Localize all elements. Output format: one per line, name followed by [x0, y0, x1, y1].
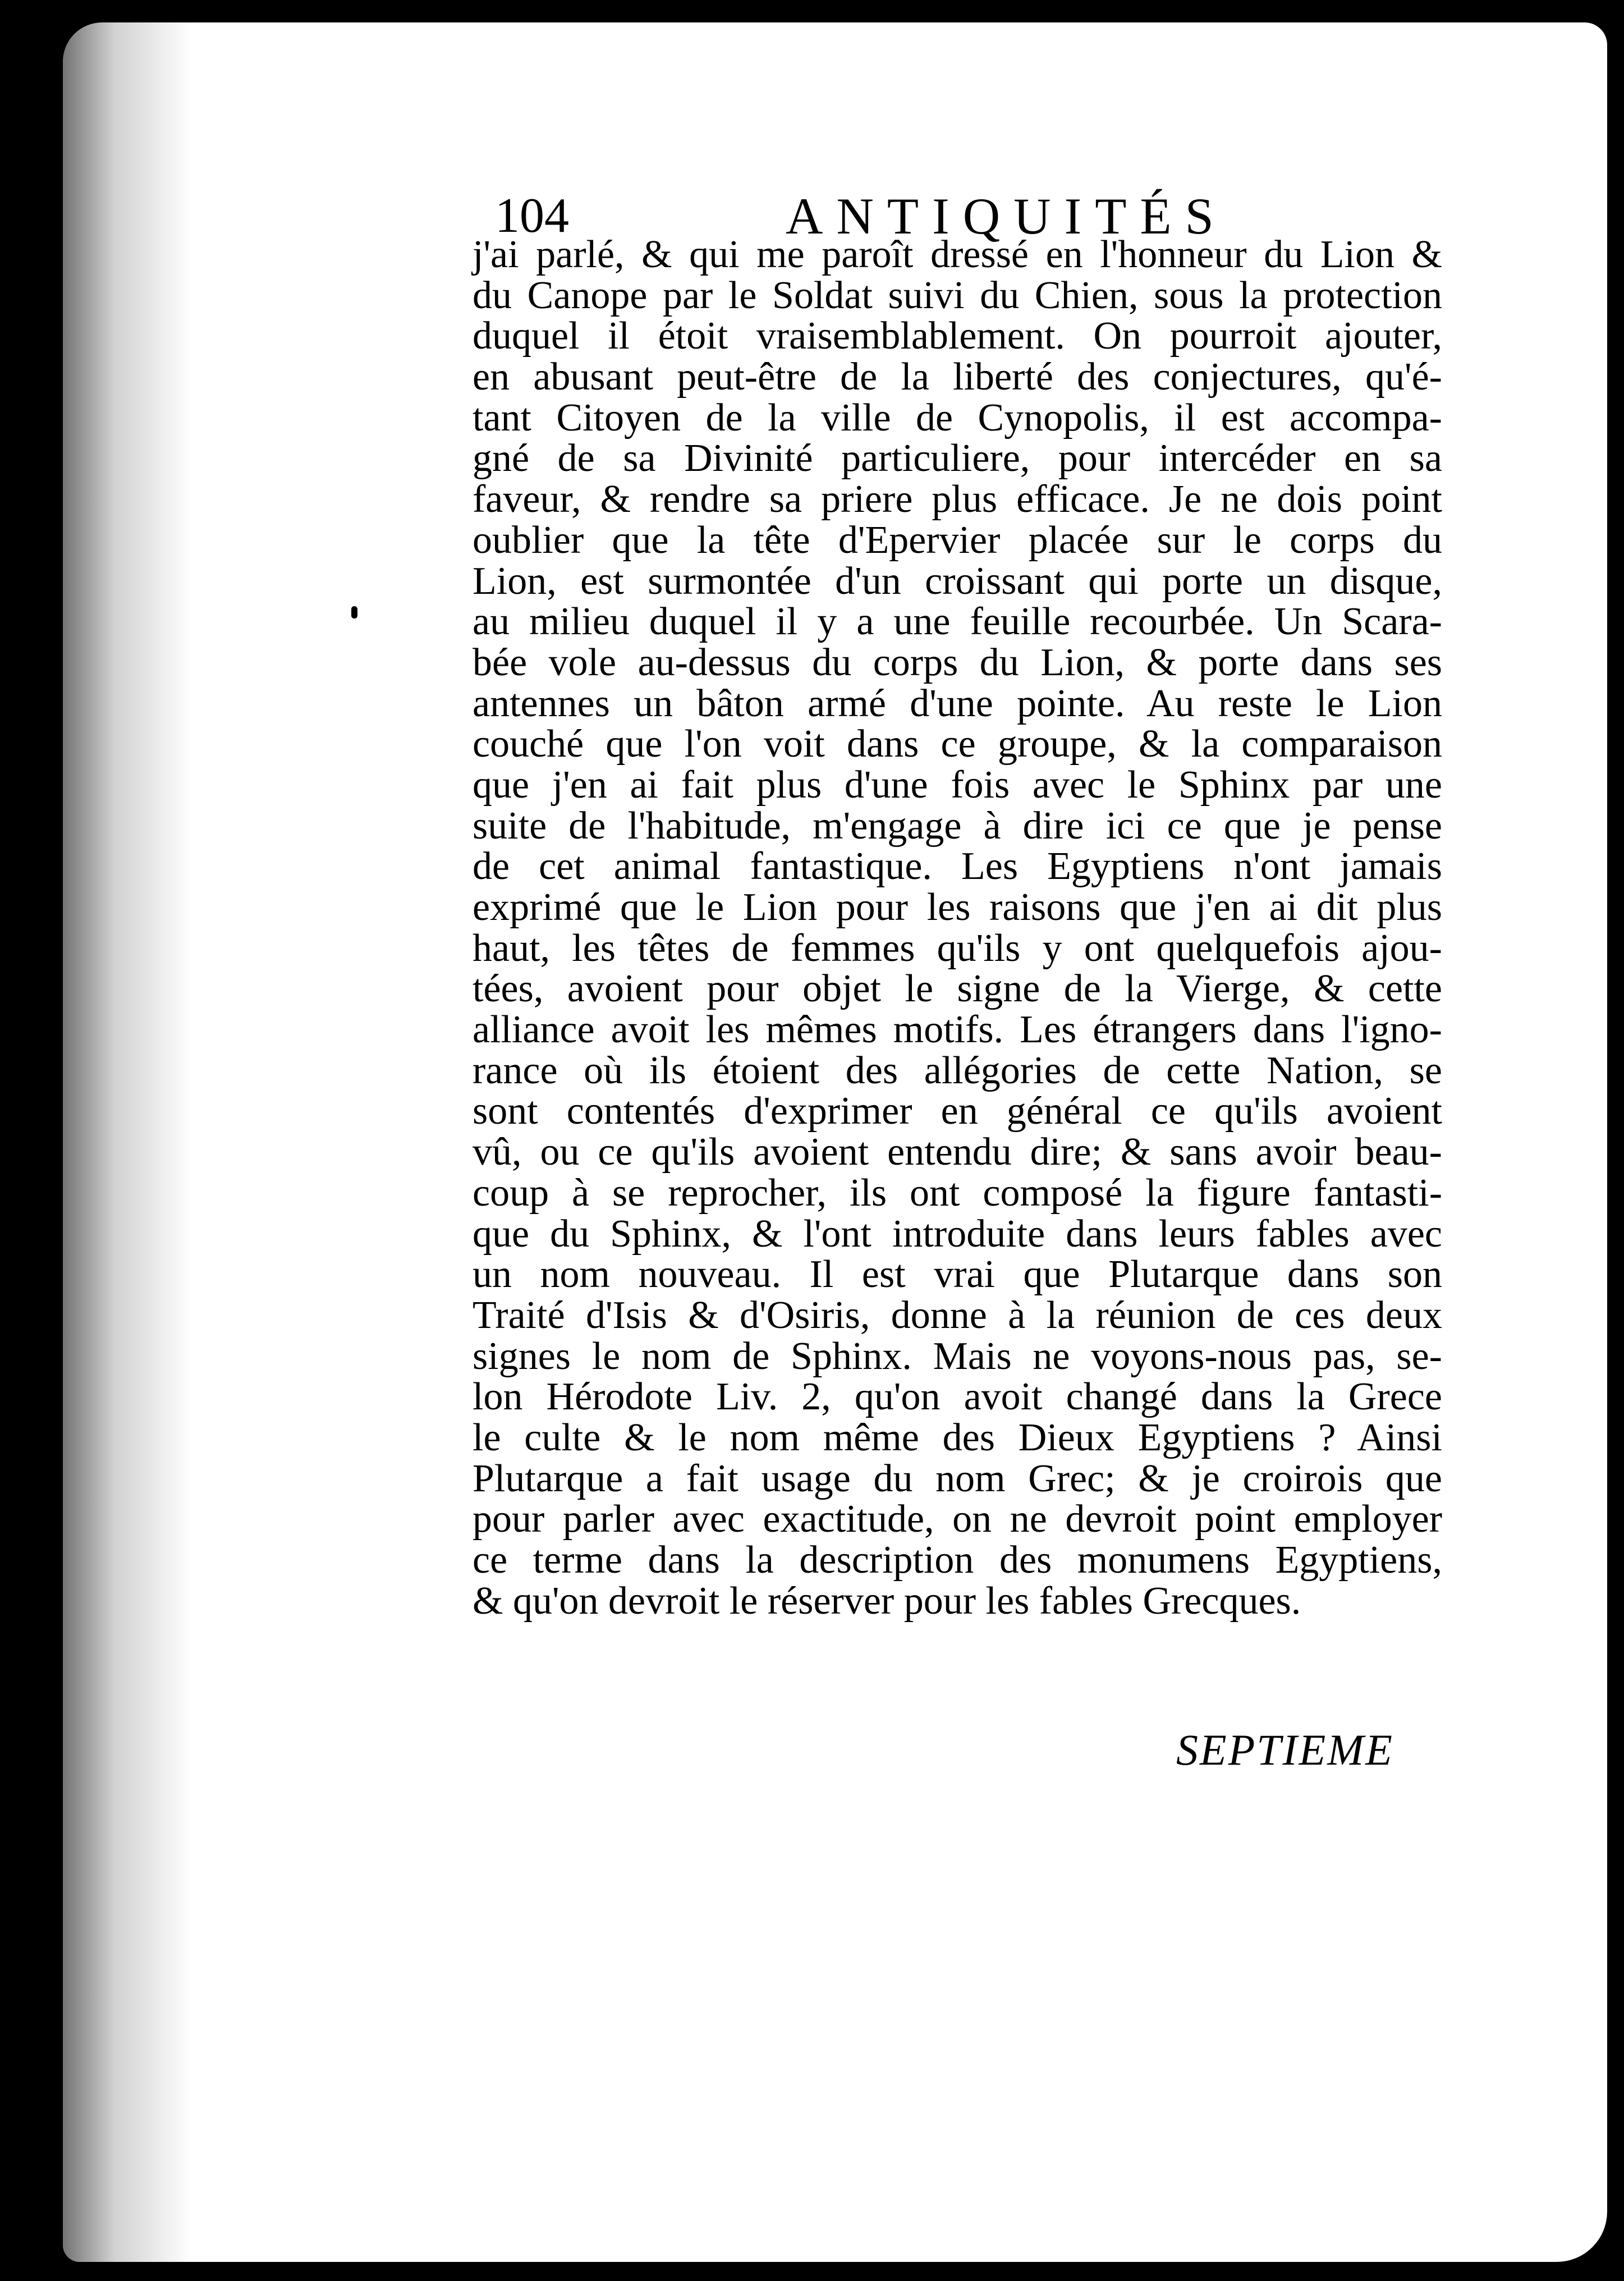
text-line: suite de l'habitude, m'engage à dire ici ce que je pense — [472, 804, 1442, 848]
text-line: que du Sphinx, & l'ont introduite dans leurs fables avec — [472, 1212, 1442, 1256]
text-line: exprimé que le Lion pour les raisons que j'en ai dit plus — [472, 886, 1442, 929]
text-line: le culte & le nom même des Dieux Egyptiens ? Ainsi — [472, 1416, 1442, 1459]
text-line: vû, ou ce qu'ils avoient entendu dire; & sans avoir beau- — [472, 1130, 1442, 1174]
text-line: ce terme dans la description des monumens Egyptiens, — [472, 1538, 1442, 1582]
text-line: faveur, & rendre sa priere plus efficace. Je ne dois point — [472, 478, 1442, 521]
text-line: pour parler avec exactitude, on ne devroit point employer — [472, 1497, 1442, 1541]
text-line: tées, avoient pour objet le signe de la Vierge, & cette — [472, 967, 1442, 1011]
text-line: rance où ils étoient des allégories de cette Nation, se — [472, 1048, 1442, 1092]
text-line: au milieu duquel il y a une feuille recourbée. Un Scara- — [472, 600, 1442, 644]
catchword: SEPTIEME — [1176, 1725, 1394, 1774]
text-line: antennes un bâton armé d'une pointe. Au reste le Lion — [472, 681, 1442, 725]
text-line: du Canope par le Soldat suivi du Chien, sous la protection — [472, 273, 1442, 317]
text-line: gné de sa Divinité particuliere, pour intercéder en sa — [472, 437, 1442, 480]
text-line: Traité d'Isis & d'Osiris, donne à la réunion de ces deux — [472, 1293, 1442, 1337]
text-line: lon Hérodote Liv. 2, qu'on avoit changé dans la Grece — [472, 1375, 1442, 1419]
text-line: de cet animal fantastique. Les Egyptiens n'ont jamais — [472, 845, 1442, 888]
text-line: signes le nom de Sphinx. Mais ne voyons-nous pas, se- — [472, 1334, 1442, 1378]
text-line: couché que l'on voit dans ce groupe, & la comparaison — [472, 722, 1442, 766]
text-line: tant Citoyen de la ville de Cynopolis, il est accompa- — [472, 396, 1442, 439]
text-line: coup à se reprocher, ils ont composé la figure fantasti- — [472, 1171, 1442, 1215]
text-line: que j'en ai fait plus d'une fois avec le Sphinx par une — [472, 763, 1442, 807]
text-line: duquel il étoit vraisemblablement. On pourroit ajouter, — [472, 314, 1442, 358]
text-line: un nom nouveau. Il est vrai que Plutarque dans son — [472, 1253, 1442, 1297]
text-line: en abusant peut-être de la liberté des conjectures, qu'é- — [472, 355, 1442, 399]
text-line: & qu'on devroit le réserver pour les fables Grecques. — [472, 1579, 1301, 1623]
body-text — [472, 235, 1442, 1622]
text-line: alliance avoit les mêmes motifs. Les étrangers dans l'igno- — [472, 1008, 1442, 1052]
running-head: ANTIQUITÉS — [786, 187, 1227, 245]
text-line: Plutarque a fait usage du nom Grec; & je croirois que — [472, 1456, 1442, 1500]
text-line: oublier que la tête d'Epervier placée sur le corps du — [472, 518, 1442, 562]
text-line: bée vole au-dessus du corps du Lion, & porte dans ses — [472, 640, 1442, 684]
text-line: Lion, est surmontée d'un croissant qui porte un disque, — [472, 559, 1442, 603]
text-line: j'ai parlé, & qui me paroît dressé en l'honneur du Lion & — [472, 233, 1442, 276]
text-line: sont contentés d'exprimer en général ce qu'ils avoient — [472, 1089, 1442, 1133]
margin-ink-mark — [351, 606, 357, 619]
text-line: haut, les têtes de femmes qu'ils y ont quelquefois ajou- — [472, 926, 1442, 970]
page-number: 104 — [495, 189, 569, 243]
